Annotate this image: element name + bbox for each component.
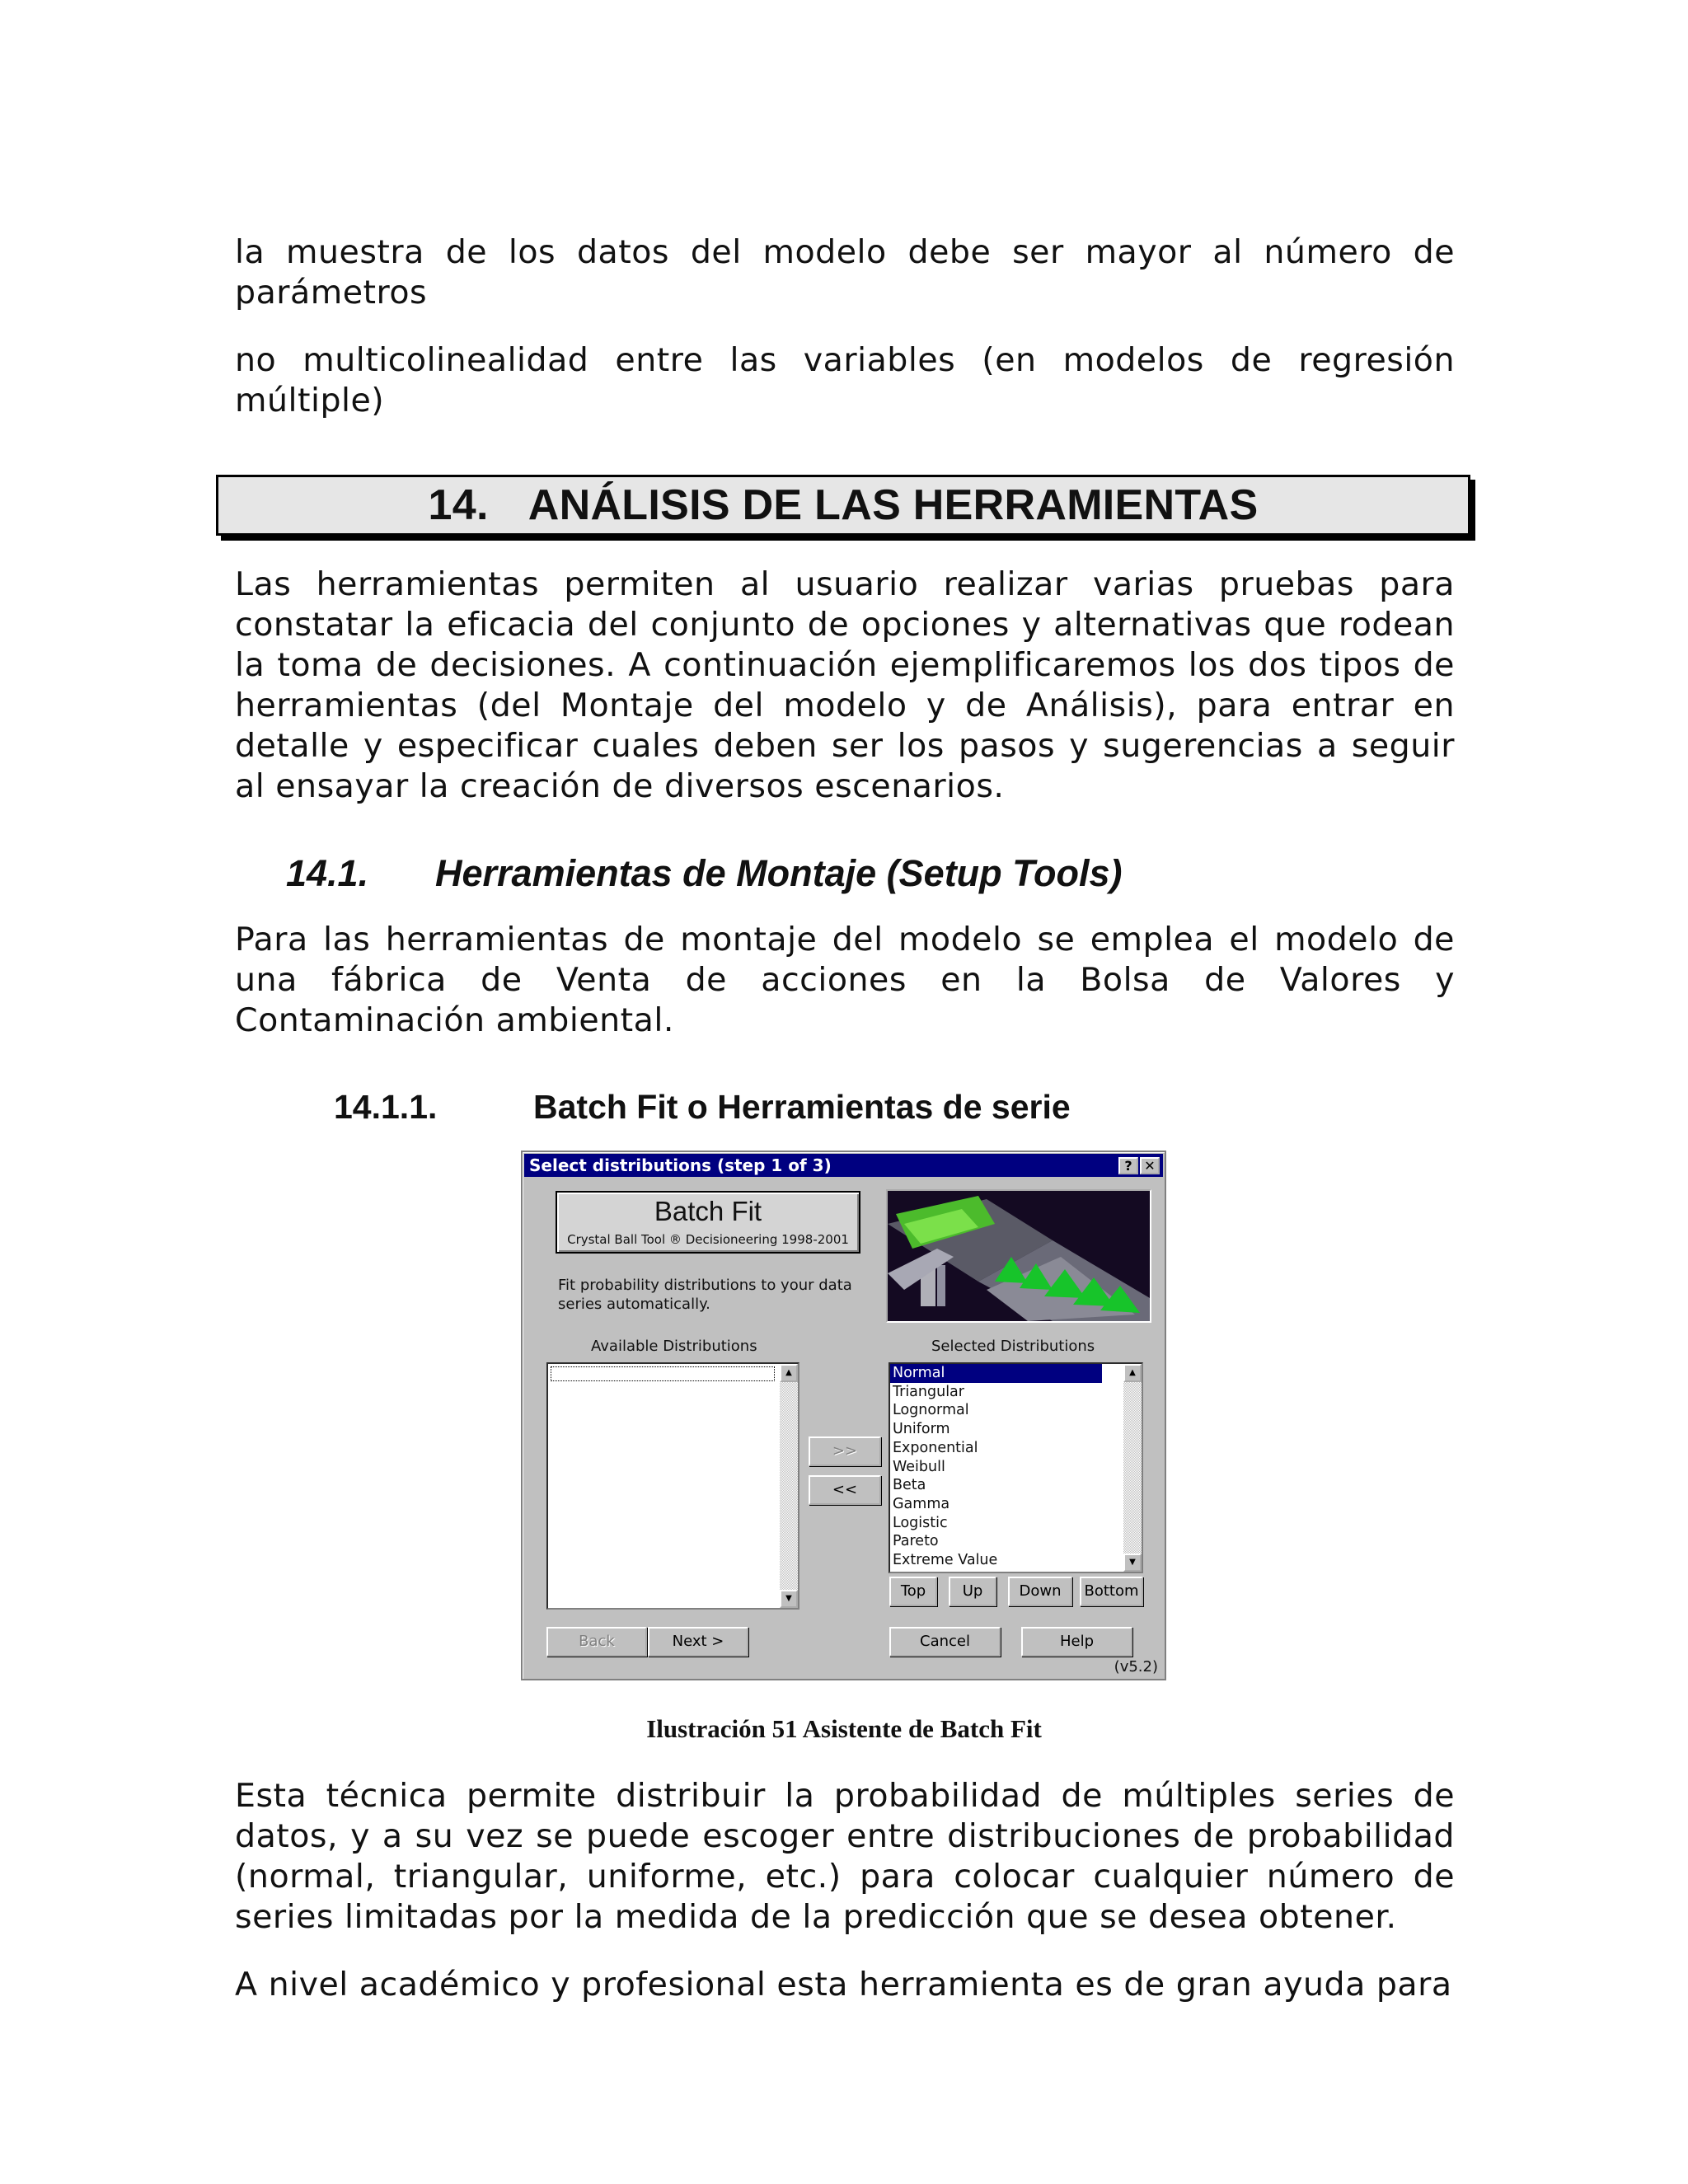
add-distribution-button[interactable]: >> — [809, 1436, 881, 1466]
paragraph-setup-model: Para las herramientas de montaje del modelo se emplea el modelo de una fábrica de Venta de acciones en la Bolsa de Valores y Contaminación ambiental. — [235, 921, 1455, 1039]
subsubsection-title: Batch Fit o Herramientas de serie — [533, 1088, 1071, 1126]
back-button[interactable]: Back — [546, 1627, 647, 1657]
scroll-up-icon[interactable]: ▲ — [1123, 1364, 1142, 1382]
list-item[interactable]: Weibull — [893, 1458, 945, 1475]
list-item[interactable]: Normal — [890, 1364, 1102, 1383]
product-name: Batch Fit — [654, 1196, 762, 1226]
section-heading-box — [216, 475, 1470, 536]
available-distributions-list[interactable] — [546, 1362, 799, 1610]
selected-distributions-list[interactable] — [889, 1362, 1143, 1573]
list-item[interactable]: Beta — [893, 1477, 926, 1494]
figure-caption: Ilustración 51 Asistente de Batch Fit — [646, 1714, 1042, 1743]
up-button[interactable]: Up — [949, 1577, 996, 1606]
batch-fit-dialog — [521, 1151, 1166, 1680]
list-item[interactable]: Lognormal — [893, 1402, 969, 1419]
product-banner — [556, 1191, 860, 1254]
section-title: ANÁLISIS DE LAS HERRAMIENTAS — [528, 481, 1259, 529]
available-distributions-label: Available Distributions — [591, 1338, 757, 1355]
list-item[interactable]: Triangular — [893, 1383, 964, 1400]
paragraph-technique: Esta técnica permite distribuir la probabilidad de múltiples series de datos, y a su vez se puede escoger entre distribuciones de probabilidad (normal, triangular, uniforme, etc.) para colocar cualquier número de series limitadas por la medida de la predicción que se desea obtener. — [235, 1777, 1455, 1936]
cancel-button[interactable]: Cancel — [889, 1627, 1001, 1657]
list-item[interactable]: Pareto — [893, 1533, 939, 1550]
list-item[interactable]: Extreme Value — [893, 1552, 998, 1569]
dialog-titlebar — [524, 1154, 1163, 1177]
conveyor-picture-icon — [888, 1191, 1150, 1321]
focus-rect — [551, 1366, 775, 1381]
help-icon[interactable]: ? — [1118, 1157, 1138, 1174]
selected-distributions-label: Selected Distributions — [931, 1338, 1095, 1355]
top-button[interactable]: Top — [889, 1577, 937, 1606]
help-button[interactable]: Help — [1021, 1627, 1132, 1657]
selected-scrollbar[interactable] — [1123, 1364, 1142, 1572]
subsection-title: Herramientas de Montaje (Setup Tools) — [435, 852, 1123, 894]
dialog-title: Select distributions (step 1 of 3) — [529, 1155, 832, 1175]
subsubsection-number: 14.1.1. — [334, 1088, 438, 1126]
list-item[interactable]: Uniform — [893, 1421, 950, 1438]
version-label: (v5.2) — [1114, 1658, 1158, 1675]
remove-distribution-button[interactable]: << — [809, 1475, 881, 1505]
paragraph-requirement-sample: la muestra de los datos del modelo debe ser mayor al número de parámetros — [235, 233, 1455, 312]
scroll-up-icon[interactable]: ▲ — [780, 1364, 798, 1382]
subsection-number: 14.1. — [286, 852, 369, 894]
paragraph-requirement-multicollinearity: no multicolinealidad entre las variables (en modelos de regresión múltiple) — [235, 341, 1455, 419]
down-button[interactable]: Down — [1008, 1577, 1072, 1606]
list-item[interactable]: Logistic — [893, 1514, 948, 1531]
selected-items — [890, 1364, 1123, 1570]
paragraph-tools-intro: Las herramientas permiten al usuario realizar varias pruebas para constatar la eficacia del conjunto de opciones y alternativas que rodean la toma de decisiones. A continuación ejemplificaremos los dos tipos de herramientas (del Montaje del modelo y de Análisis), para entrar en detalle y especificar cuales deben ser los pasos y sugerencias a seguir al ensayar la creación de diversos escenarios. — [235, 565, 1455, 805]
bottom-button[interactable]: Bottom — [1080, 1577, 1143, 1606]
scroll-down-icon[interactable]: ▼ — [1123, 1554, 1142, 1572]
available-scrollbar[interactable] — [780, 1364, 798, 1608]
paragraph-academic: A nivel académico y profesional esta herramienta es de gran ayuda para — [235, 1966, 1452, 2004]
section-number: 14. — [428, 481, 489, 529]
dialog-description: Fit probability distributions to your data series automatically. — [558, 1277, 852, 1313]
list-item[interactable]: Exponential — [893, 1439, 978, 1456]
next-button[interactable]: Next > — [648, 1627, 748, 1657]
conveyor-illustration — [886, 1189, 1151, 1323]
list-item[interactable]: Gamma — [893, 1495, 950, 1512]
close-icon[interactable]: ✕ — [1140, 1157, 1160, 1174]
scroll-down-icon[interactable]: ▼ — [780, 1590, 798, 1608]
product-subtitle: Crystal Ball Tool ® Decisioneering 1998-2001 — [567, 1232, 849, 1247]
